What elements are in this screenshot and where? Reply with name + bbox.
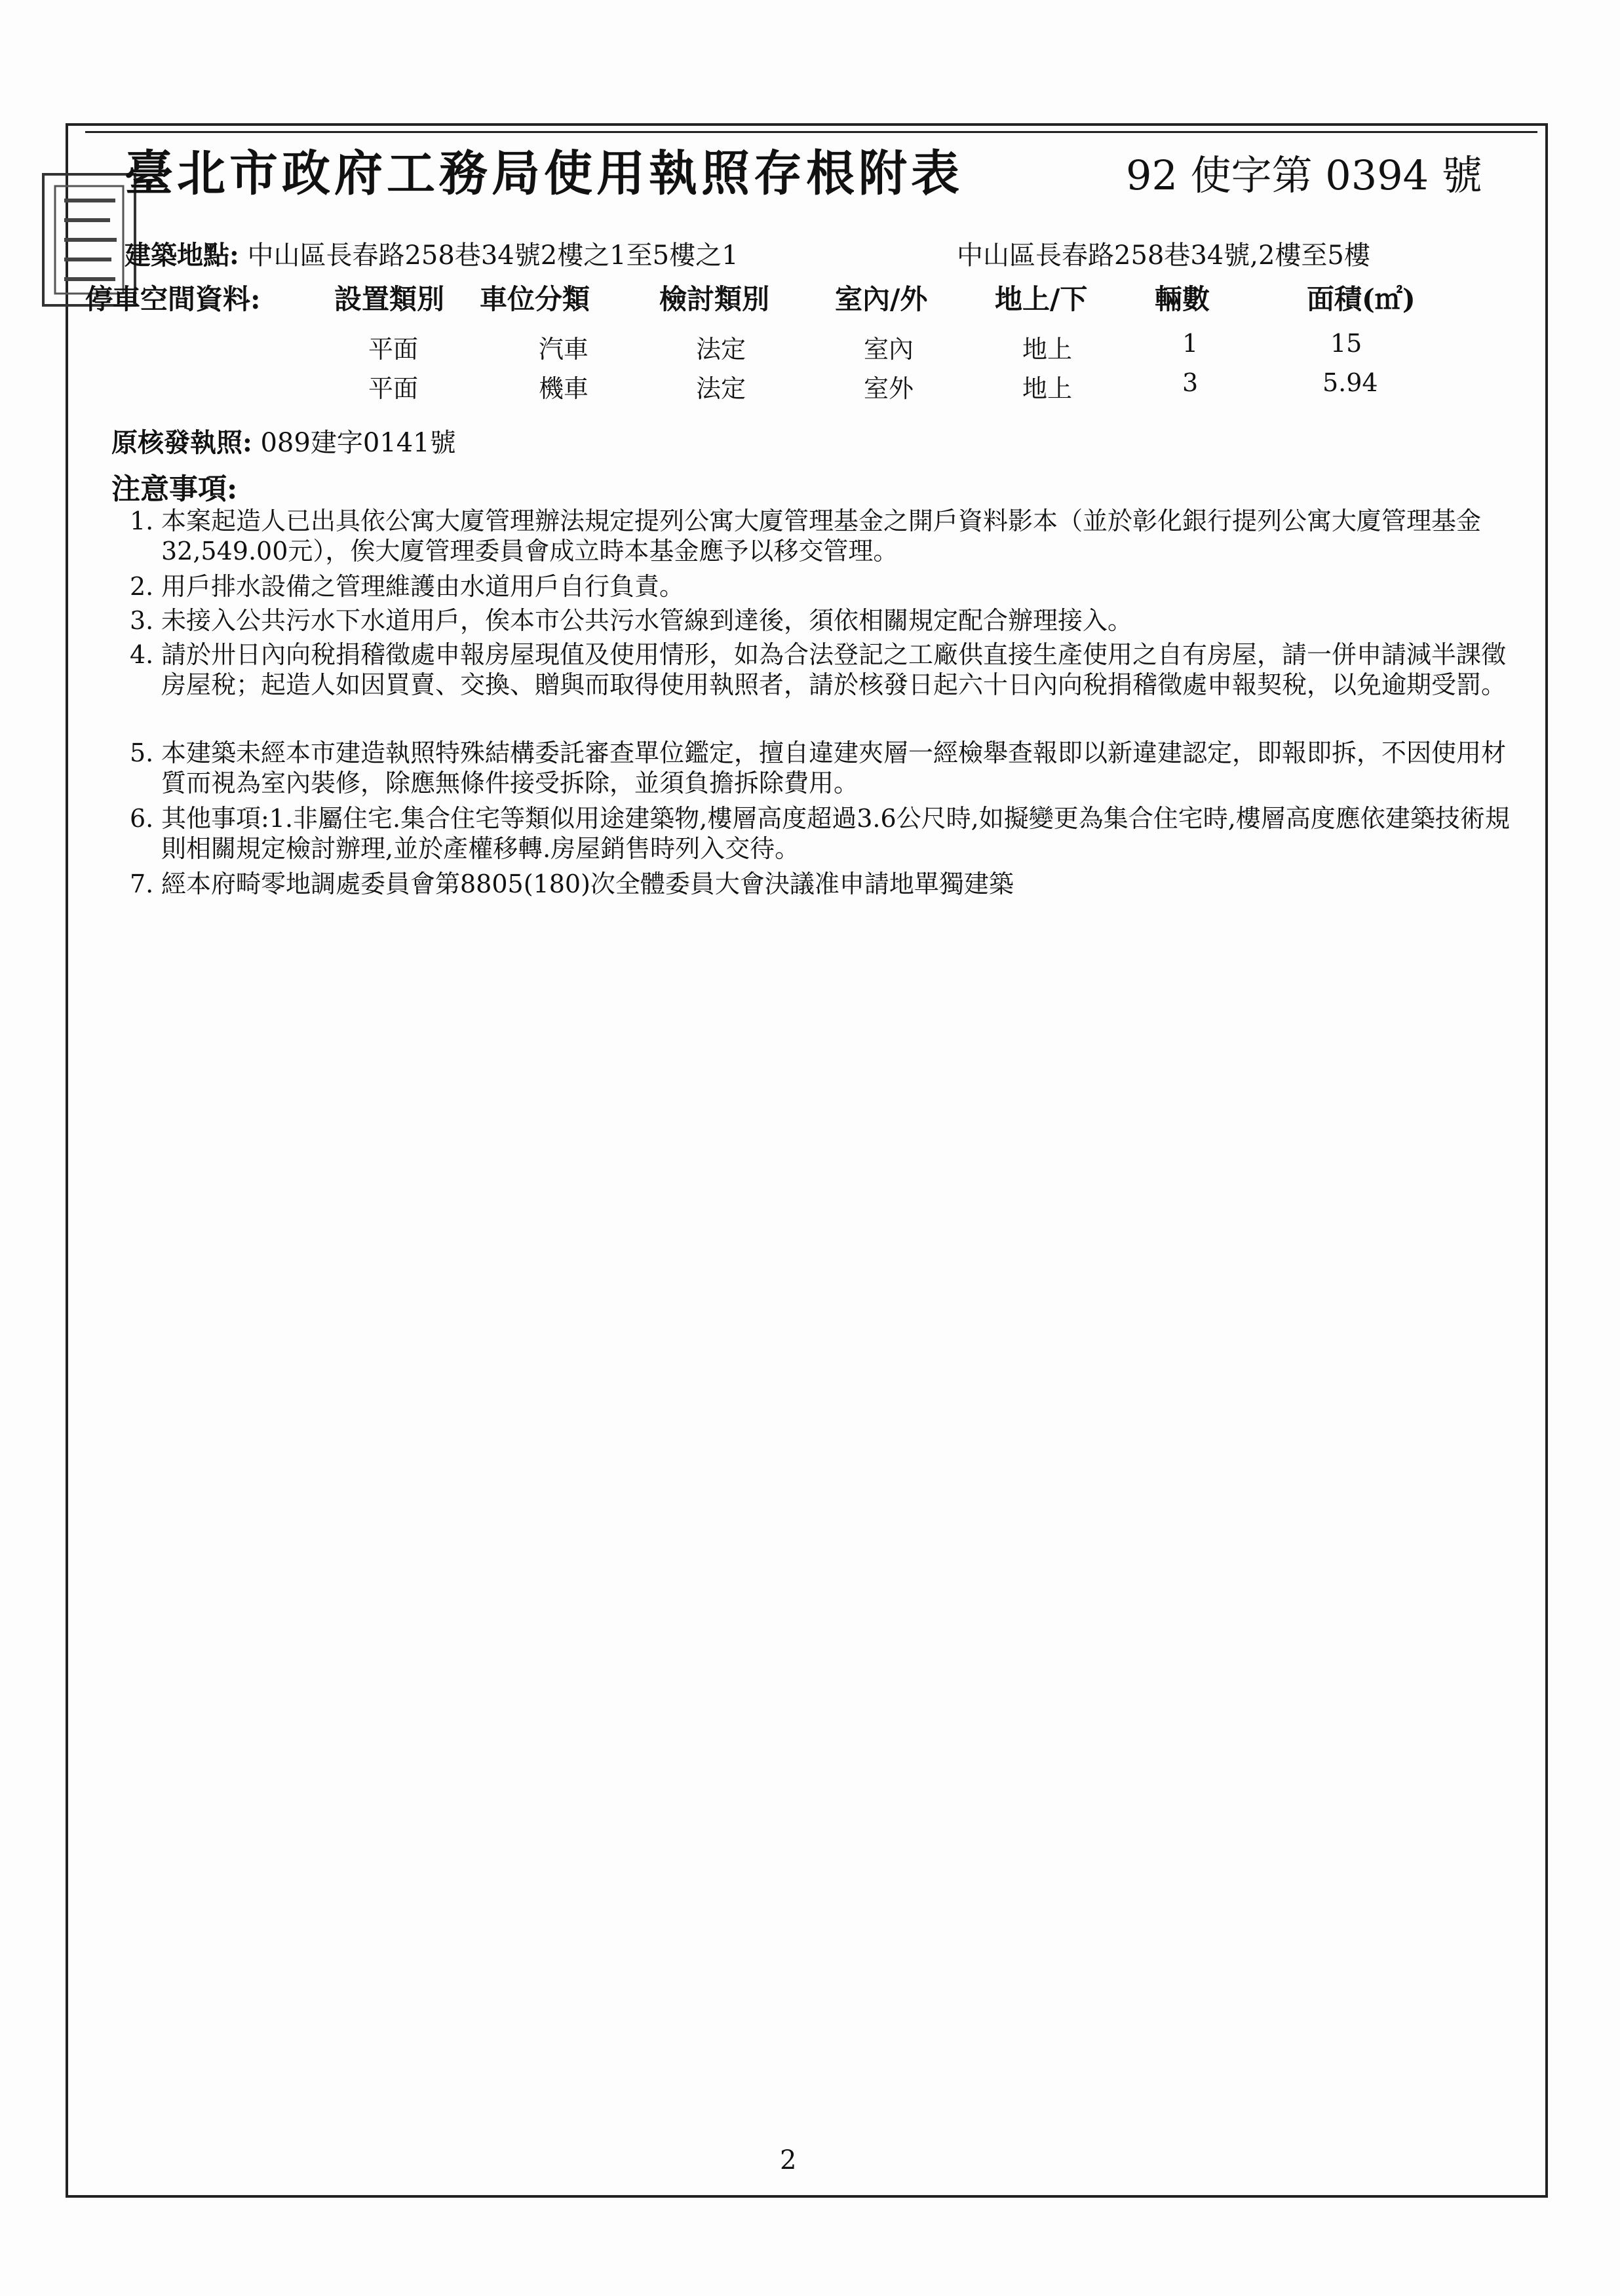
address-label: 建築地點: (125, 240, 239, 271)
note-text: 未接入公共污水下水道用戶，俟本市公共污水管線到達後，須依相關規定配合辦理接入。 (161, 606, 1133, 635)
parking-header-type: 設置類別 (334, 283, 445, 315)
note-item (130, 738, 1528, 798)
note-number: 1. (130, 507, 154, 535)
note-item (130, 571, 1528, 602)
parking-cell-count: 1 (1182, 329, 1199, 358)
note-item (130, 803, 1528, 864)
parking-header-count: 輛數 (1155, 283, 1210, 315)
original-license-value: 089建字0141號 (260, 428, 456, 458)
parking-cell-type: 平面 (368, 335, 419, 364)
parking-cell-review: 法定 (696, 335, 746, 364)
parking-cell-count: 3 (1182, 368, 1199, 397)
parking-cell-level: 地上 (1022, 335, 1073, 364)
parking-cell-category: 汽車 (539, 335, 589, 364)
note-item (130, 869, 1528, 899)
note-text: 本建築未經本市建造執照特殊結構委託審查單位鑑定，擅自違建夾層一經檢舉查報即以新違建認定，即報即拆，不因使用材質而視為室內裝修，除應無條件接受拆除，並須負擔拆除費用。 (161, 738, 1507, 797)
note-number: 4. (130, 640, 154, 669)
page-title: 臺北市政府工務局使用執照存根附表 (125, 145, 963, 202)
parking-cell-area: 5.94 (1322, 368, 1378, 397)
original-license-label: 原核發執照: (111, 427, 252, 458)
notes-heading: 注意事項: (111, 472, 238, 506)
note-text: 經本府畸零地調處委員會第8805(180)次全體委員大會決議准申請地單獨建築 (161, 870, 1014, 898)
note-item (130, 506, 1528, 566)
note-number: 5. (130, 738, 154, 767)
parking-header-area: 面積(㎡) (1307, 283, 1416, 315)
parking-label: 停車空間資料: (85, 283, 261, 315)
parking-cell-area: 15 (1330, 329, 1362, 358)
parking-cell-review: 法定 (696, 374, 746, 403)
parking-cell-indoor: 室內 (864, 335, 914, 364)
parking-cell-level: 地上 (1022, 374, 1073, 403)
parking-header-level: 地上/下 (995, 283, 1088, 315)
parking-header-category: 車位分類 (480, 283, 590, 315)
note-text: 用戶排水設備之管理維護由水道用戶自行負責。 (161, 572, 685, 601)
parking-header-review: 檢討類別 (659, 283, 770, 315)
permit-number: 92 使字第 0394 號 (1126, 151, 1482, 199)
header-divider (85, 131, 1537, 133)
address-row (125, 235, 739, 272)
parking-cell-type: 平面 (368, 374, 419, 403)
note-number: 3. (130, 606, 154, 635)
note-text: 請於卅日內向稅捐稽徵處申報房屋現值及使用情形，如為合法登記之工廠供直接生產使用之自有房屋，請一併申請減半課徵房屋稅；起造人如因買賣、交換、贈與而取得使用執照者，請於核發日起六十日內向稅捐稽徵處申報契稅，以免逾期受罰。 (161, 640, 1507, 699)
note-number: 2. (130, 572, 154, 601)
note-text: 其他事項:1.非屬住宅.集合住宅等類似用途建築物,樓層高度超過3.6公尺時,如擬變更為集合住宅時,樓層高度應依建築技術規則相關規定檢討辦理,並於產權移轉.房屋銷售時列入交待。 (161, 804, 1510, 863)
parking-cell-category: 機車 (539, 374, 589, 403)
note-number: 7. (130, 870, 154, 898)
address-value: 中山區長春路258巷34號2樓之1至5樓之1 (247, 240, 739, 271)
address-value-right: 中山區長春路258巷34號,2樓至5樓 (957, 240, 1370, 271)
parking-cell-indoor: 室外 (864, 374, 914, 403)
note-number: 6. (130, 804, 154, 833)
parking-header-indoor: 室內/外 (835, 283, 928, 315)
original-license-row (111, 422, 456, 459)
note-item (130, 640, 1528, 700)
page-number: 2 (780, 2145, 797, 2175)
note-item (130, 605, 1528, 636)
note-text: 本案起造人已出具依公寓大廈管理辦法規定提列公寓大廈管理基金之開戶資料影本（並於彰化銀行提列公寓大廈管理基金32,549.00元），俟大廈管理委員會成立時本基金應予以移交管理。 (161, 507, 1482, 565)
